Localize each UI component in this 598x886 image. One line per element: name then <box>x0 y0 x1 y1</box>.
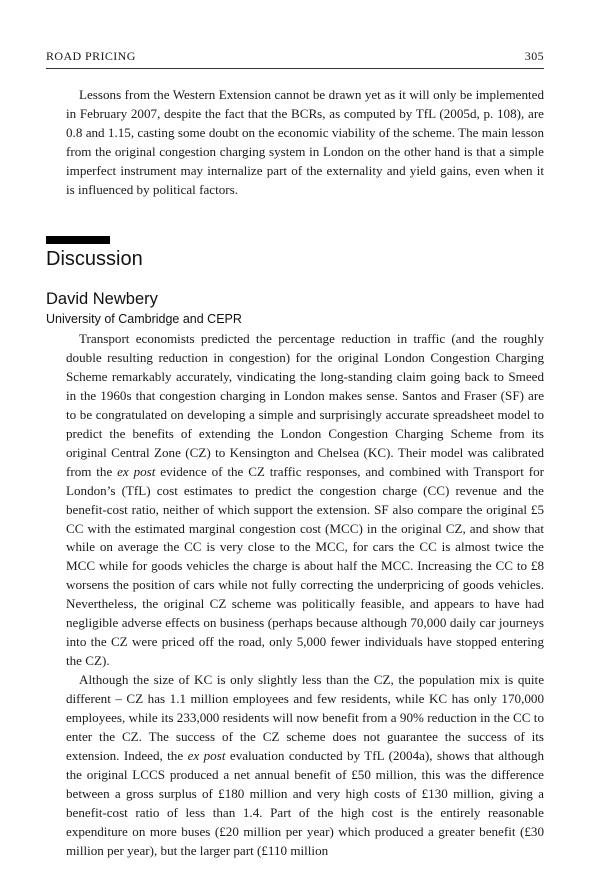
body-p1-text-a: Transport economists predicted the percentage reduction in traffic (and the roughly double resulting reduction in congestion) for the original London Congestion Charging Scheme remarkably accurately, vindicating the long-standing claim going back to Smeed in the 1960s that congestion charging in London makes sense. Santos and Fraser (SF) are to be congratulated on developing a simple and surprisingly accurate spreadsheet model to predict the benefits of extending the London Congestion Charging Scheme from its original Central Zone (CZ) to Kensington and Chelsea (KC). Their model was calibrated from the <box>66 331 544 479</box>
section-title: Discussion <box>46 248 143 270</box>
header-rule <box>46 68 544 69</box>
body-p1-text-b: evidence of the CZ traffic responses, and combined with Transport for London’s (TfL) cost estimates to predict the congestion charge (CC) revenue and the benefit-cost ratio, neither of which support the extension. SF also compare the original £5 CC with the estimated marginal congestion cost (MCC) in the original CZ, and show that while on average the CC is very close to the MCC, for cars the CC is almost twice the MCC while for goods vehicles the charge is about half the MCC. Increasing the CC to £8 worsens the position of cars while not fully correcting the underpricing of goods vehicles. Nevertheless, the original CZ scheme was politically feasible, and appears to have had negligible adverse effects on business (perhaps because although 70,000 daily car journeys into the CZ were priced off the road, only 5,000 fewer individuals have stopped entering the CZ). <box>66 463 544 669</box>
page-number: 305 <box>524 49 544 63</box>
body-p2-text-b: evaluation conducted by TfL (2004a), shows that although the original LCCS produced a net annual benefit of £50 million, this was the difference between a gross surplus of £180 million and very high costs of £130 million, giving a benefit-cost ratio of less than 1.4. Part of the high cost is the entirely reasonable expenditure on more buses (£20 million per year) which produced a greater benefit (£30 million per year), but the larger part (£110 million <box>66 747 545 858</box>
intro-paragraph: Lessons from the Western Extension cannot be drawn yet as it will only be implemented in February 2007, despite the fact that the BCRs, as computed by TfL (2005d, p. 108), are 0.8 and 1.15, casting some doubt on the economic viability of the scheme. The main lesson from the original congestion charging system in London on the other hand is that a simple imperfect instrument may internalize part of the externality and yield gains, even when it is influenced by political factors. <box>66 87 544 197</box>
body-paragraph-2 <box>66 671 544 861</box>
section-marker-bar <box>46 236 110 244</box>
running-head <box>46 49 544 65</box>
intro-text-block <box>66 86 544 200</box>
body-p2-text-a: Although the size of KC is only slightly less than the CZ, the population mix is quite different – CZ has 1.1 million employees and few residents, while KC has only 170,000 employees, while its 233,000 residents will now benefit from a 90% reduction in the CC to enter the CZ. The success of the CZ scheme does not guarantee the success of its extension. Indeed, the <box>66 672 544 763</box>
author-affiliation: University of Cambridge and CEPR <box>46 312 242 326</box>
body-p2-emphasis: ex post <box>187 747 226 763</box>
author-name: David Newbery <box>46 290 158 308</box>
running-head-title: ROAD PRICING <box>46 49 136 63</box>
body-paragraph-1 <box>66 330 544 671</box>
discussion-body <box>66 330 544 861</box>
body-p1-emphasis: ex post <box>117 463 156 479</box>
